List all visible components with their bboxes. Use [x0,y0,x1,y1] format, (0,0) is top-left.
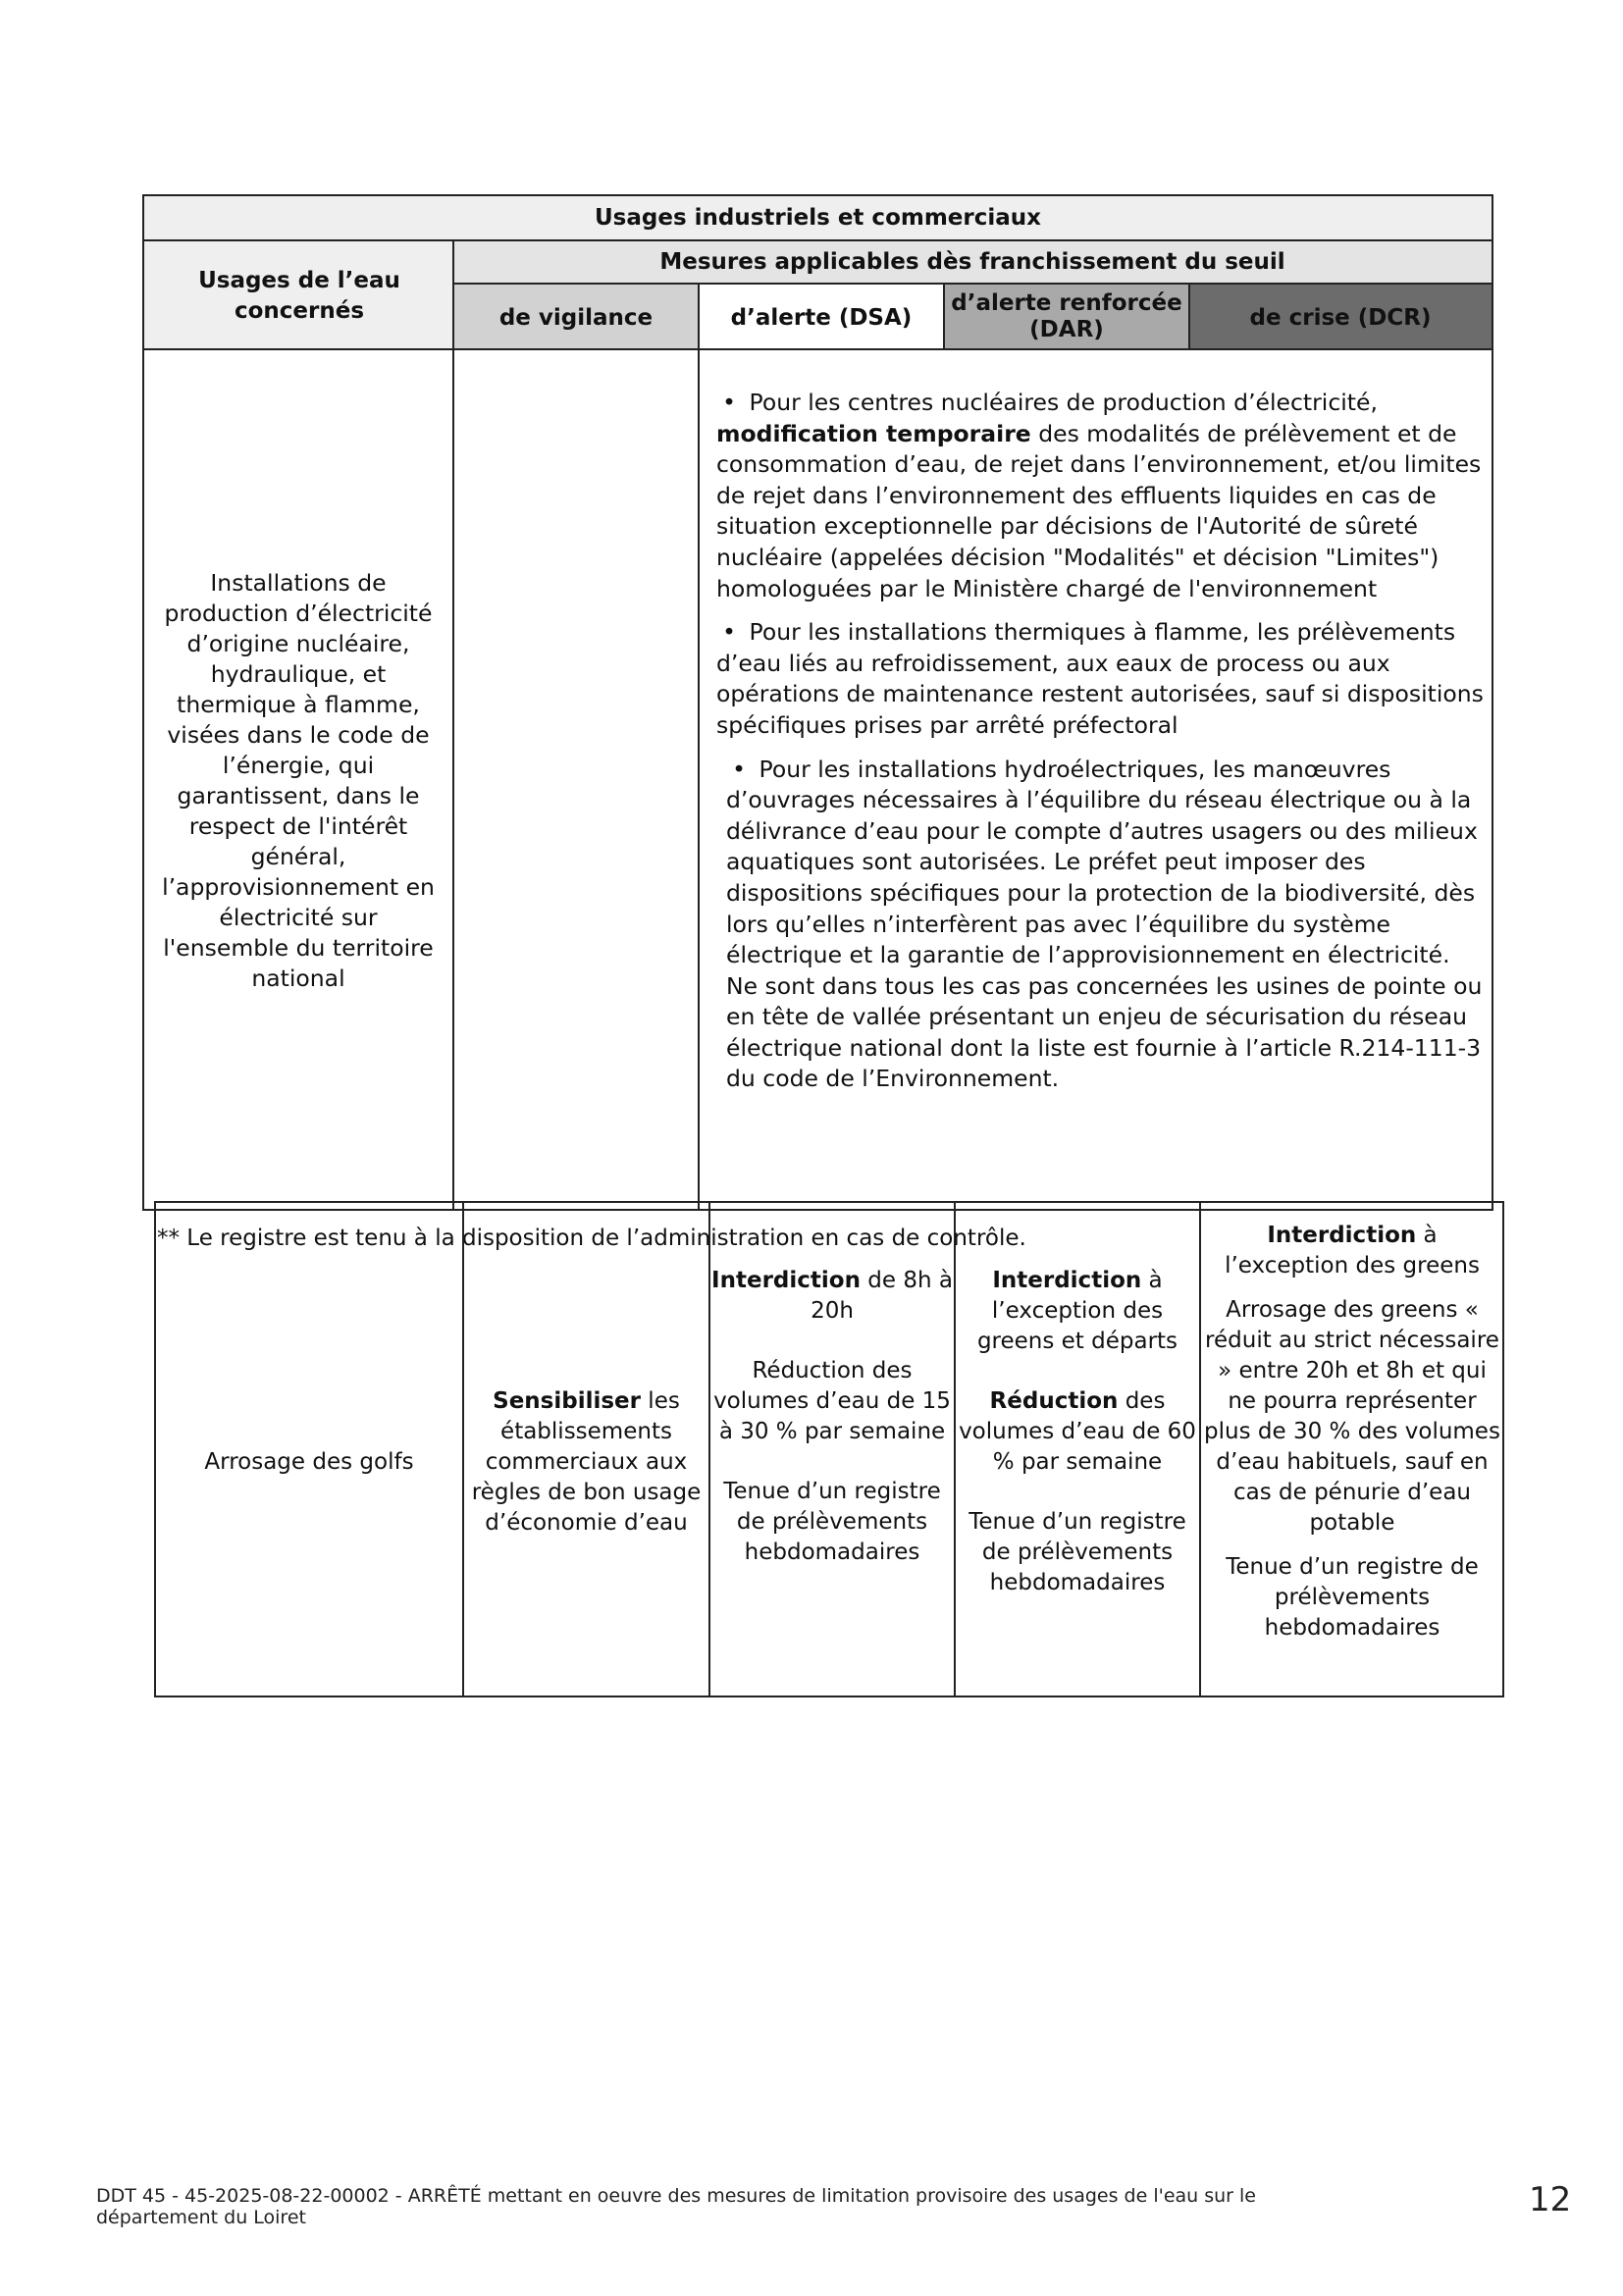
rule [698,283,700,1209]
level-dsa-header: d’alerte (DSA) [730,304,913,331]
level-vigilance-header: de vigilance [498,304,654,331]
dcr-text-2: Arrosage des greens « réduit au strict nécessaire » entre 20h et 8h et qui ne pourra représenter plus de 30 % des volumes d’eau habituels, sauf en cas de pénurie d’eau potable [1204,1297,1500,1536]
rule [452,239,454,1209]
dar-text-2: des volumes d’eau de 60 % par semaine [959,1388,1196,1475]
bullet-text: Pour les installations hydroélectriques, les manœuvres d’ouvrages nécessaires à l’équilibre du réseau électrique ou à la délivrance d’eau pour le compte d’autres usagers ou des milieux aquatiques sont autorisées. Le préfet peut imposer des dispositions spécifiques pour la protection de la biodiversité, dès lors qu’elles n’interfèrent pas avec l’équilibre du système électrique et la garantie de l’approvisionnement en électricité. Ne sont dans tous les cas pas concernées les usines de pointe ou en tête de vallée présentant un enjeu de sécurisation du réseau électrique national dont la liste est fournie à l’article R.214-111-3 du code de l’Environnement. [726,755,1483,1093]
measures-header: Mesures applicables dès franchissement du seuil [659,248,1285,275]
dar-strong-2: Réduction [989,1388,1119,1414]
bullet-text-rest: des modalités de prélèvement et de consommation d’eau, de rejet dans l’environnement, et/ou limites de rejet dans l’environnement des effluents liquides en cas de situation exceptionnelle par décisions de l'Autorité de sûreté nucléaire (appelées décision "Modalités" et décision "Limites") homologuées par le Ministère chargé de l'environnement [716,419,1482,602]
dar-strong-1: Interdiction [992,1268,1142,1293]
dcr-measure [1203,1221,1501,1692]
bullet-text: Pour les centres nucléaires de production d’électricité, [749,389,1378,416]
dsa-text-3: Tenue d’un registre de prélèvements hebdomadaires [723,1479,941,1565]
usage-golf: Arrosage des golfs [204,1448,414,1475]
nuclear-measures [716,388,1488,1108]
dar-text-3: Tenue d’un registre de prélèvements hebdomadaires [969,1509,1186,1595]
bullet-item [716,388,1488,604]
footnote: ** Le registre est tenu à la disposition de l’administration en cas de contrôle. [157,1226,1026,1251]
dar-measure [956,1266,1199,1658]
bullet-text: Pour les installations thermiques à flamme, les prélèvements d’eau liés au refroidissement, aux eaux de process ou aux opérations de maintenance restent autorisées, sauf si dispositions spécifiques prises par arrêté préfectoral [716,618,1484,739]
rule [1199,1203,1201,1696]
level-dcr-header: de crise (DCR) [1249,304,1432,331]
dsa-text-2: Réduction des volumes d’eau de 15 à 30 % par semaine [713,1358,951,1444]
vigilance-text: les établissements commerciaux aux règles de bon usage d’économie d’eau [471,1387,702,1536]
bullet-item [716,755,1488,1096]
bullet-strong: modification temporaire [716,419,1031,447]
bullet-icon: • [722,389,736,416]
table-title: Usages industriels et commerciaux [595,204,1041,231]
dcr-text-1: à l’exception des greens [1225,1223,1480,1278]
page-number: 12 [1529,2180,1572,2219]
dcr-text-3: Tenue d’un registre de prélèvements hebdomadaires [1226,1554,1479,1641]
dsa-text-1: de 8h à 20h [811,1268,953,1324]
dsa-measure [710,1266,954,1658]
bullet-item [716,617,1488,741]
vigilance-strong: Sensibiliser [493,1387,641,1414]
page-footer: DDT 45 - 45-2025-08-22-00002 - ARRÊTÉ mettant en oeuvre des mesures de limitation provisoire des usages de l'eau sur le département du Loiret [96,2185,1256,2228]
dcr-strong: Interdiction [1267,1223,1417,1248]
bullet-icon: • [732,755,746,783]
usages-header: Usages de l’eau concernés [198,268,400,324]
dar-text-1: à l’exception des greens et départs [976,1268,1178,1354]
dsa-strong: Interdiction [711,1268,861,1293]
vigilance-measure [464,1354,708,1570]
rule [144,348,1492,350]
bullet-icon: • [722,618,736,647]
usage-nuclear-installations: Installations de production d’électricité d’origine nucléaire, hydraulique, et thermique à flamme, visées dans le code de l’énergie, qui garantissent, dans le respect de l'intérêt général, l’approvisionnement en électricité sur l'ensemble du territoire national [162,569,435,992]
level-dar-header: d’alerte renforcée (DAR) [951,290,1182,342]
